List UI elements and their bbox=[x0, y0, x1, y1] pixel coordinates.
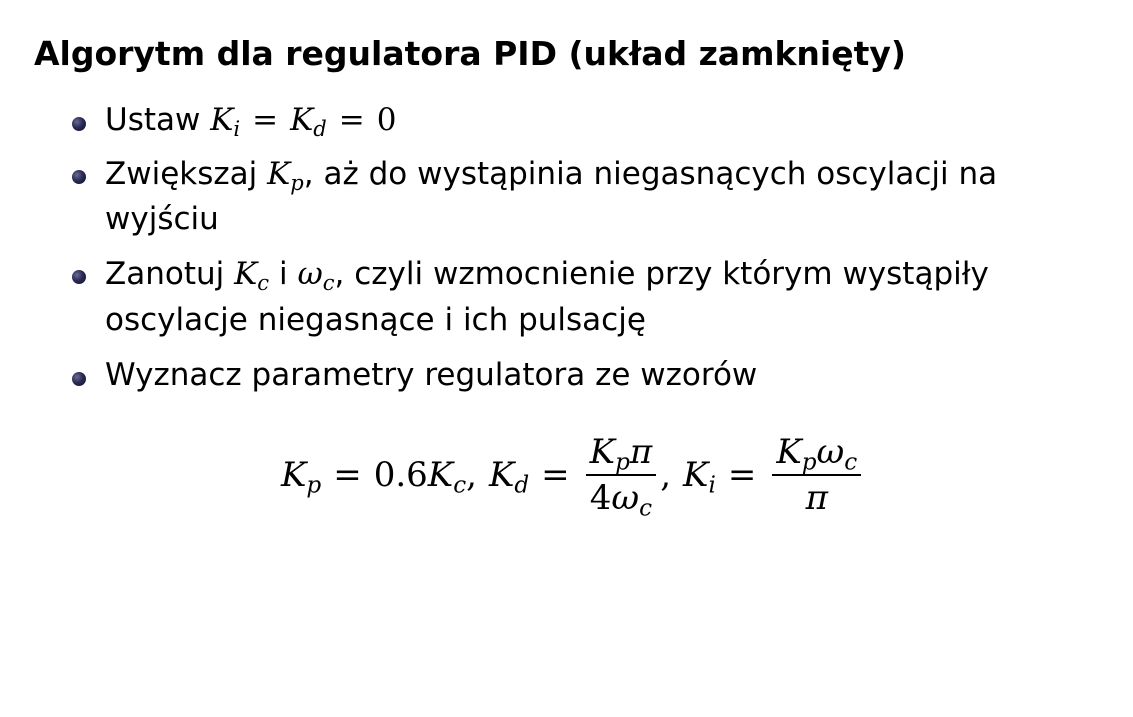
step-3-math-omega bbox=[297, 256, 335, 295]
fraction-numerator: $K_p\omega_c$ bbox=[772, 432, 861, 476]
fraction-denominator: $4\omega_c$ bbox=[589, 478, 653, 522]
symbol-k: K bbox=[290, 102, 314, 138]
symbol-omega: ω bbox=[297, 256, 323, 292]
comma: , bbox=[660, 455, 672, 495]
fraction-ki bbox=[772, 432, 861, 518]
formula-kc: $K_c$ bbox=[427, 455, 467, 499]
fraction-kd bbox=[586, 432, 657, 522]
equals-sign: = bbox=[338, 102, 365, 138]
step-4: Wyznacz parametry regulatora ze wzorów bbox=[105, 357, 758, 393]
equals-sign: = bbox=[541, 455, 570, 495]
pid-formula bbox=[281, 430, 865, 520]
formula-kd: $K_d$ bbox=[488, 455, 530, 499]
step-2-line-2: wyjściu bbox=[105, 201, 219, 237]
formula-kp: $K_p$ bbox=[281, 455, 322, 499]
symbol-k: K bbox=[210, 102, 234, 138]
step-3-text: Zanotuj bbox=[105, 256, 235, 292]
equals-sign: = bbox=[333, 455, 362, 495]
subscript-d: d bbox=[313, 115, 327, 141]
step-3-math-kc bbox=[234, 256, 270, 295]
bullet-icon bbox=[72, 372, 86, 386]
fraction-numerator: $K_p\pi$ bbox=[586, 432, 657, 476]
subscript-p: p bbox=[290, 169, 304, 195]
conjunction: i bbox=[269, 256, 298, 292]
subscript-i: i bbox=[233, 115, 241, 141]
subscript-c: c bbox=[257, 269, 270, 295]
formula-coef: 0.6 bbox=[373, 455, 428, 495]
symbol-k: K bbox=[267, 156, 291, 192]
bullet-icon bbox=[72, 170, 86, 184]
equals-sign: = bbox=[727, 455, 757, 495]
step-2 bbox=[105, 151, 997, 197]
slide-title: Algorytm dla regulatora PID (układ zamknięty) bbox=[34, 34, 906, 73]
step-2-math bbox=[267, 156, 304, 195]
bullet-icon bbox=[72, 270, 86, 284]
equals-sign: = bbox=[252, 102, 279, 138]
symbol-k: K bbox=[234, 256, 258, 292]
step-1-math bbox=[210, 102, 397, 141]
zero-value: 0 bbox=[376, 102, 397, 138]
step-1-text: Ustaw bbox=[105, 102, 211, 138]
step-3 bbox=[105, 251, 989, 297]
step-2-text: Zwiększaj bbox=[105, 156, 268, 192]
comma: , bbox=[466, 455, 477, 495]
formula-ki: $K_i$ bbox=[683, 455, 716, 499]
subscript-c: c bbox=[322, 269, 335, 295]
step-3-text-after: , czyli wzmocnienie przy którym wystąpiły bbox=[334, 256, 989, 292]
fraction-denominator: π bbox=[805, 478, 828, 518]
step-3-line-2: oscylacje niegasnące i ich pulsację bbox=[105, 302, 646, 338]
step-1 bbox=[105, 97, 397, 143]
bullet-icon bbox=[72, 117, 86, 131]
step-2-text-after: , aż do wystąpinia niegasnących oscylacji na bbox=[303, 156, 998, 192]
